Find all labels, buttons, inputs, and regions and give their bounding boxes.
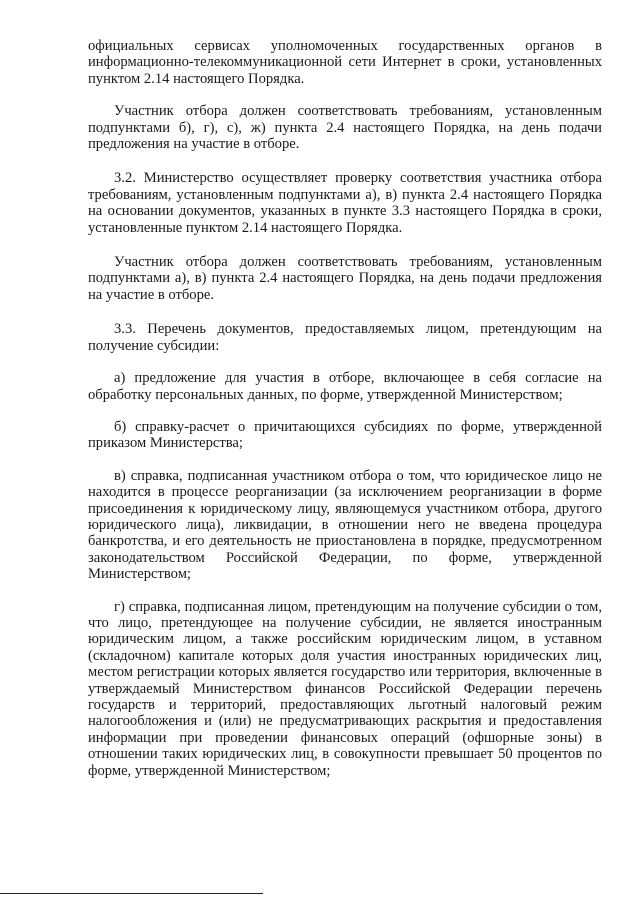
paragraph-requirements-2: Участник отбора должен соответствовать требованиям, установленным подпунктами а), в) пункта 2.4 настоящего Порядка, на день подачи предложения на участие в отборе.	[88, 254, 602, 303]
list-item-b: б) справку-расчет о причитающихся субсидиях по форме, утвержденной приказом Министерства;	[88, 418, 602, 452]
paragraph-3-2: 3.2. Министерство осуществляет проверку соответствия участника отбора требованиям, установленным подпунктами а), в) пункта 2.4 настоящего Порядка на основании документов, указанных в пункте 3.3 настоящего Порядка в сроки, установленные пунктом 2.14 настоящего Порядка.	[88, 170, 602, 236]
document-page	[88, 38, 602, 795]
list-item-g: г) справка, подписанная лицом, претендующим на получение субсидии о том, что лицо, претендующее на получение субсидии, не является иностранным юридическим лицом, а также российским юридическим лицом, в уставном (складочном) капитале которых доля участия иностранных юридических лиц, местом регистрации которых является государство или территория, включенные в утверждаемый Министерством финансов Российской Федерации перечень государств и территорий, предоставляющих льготный налоговый режим налогообложения и (или) не предусматривающих раскрытия и предоставления информации при проведении финансовых операций (офшорные зоны) в отношении таких юридических лиц, в совокупности превышает 50 процентов по форме, утвержденной Министерством;	[88, 598, 602, 779]
list-item-a: а) предложение для участия в отборе, включающее в себя согласие на обработку персональных данных, по форме, утвержденной Министерством;	[88, 370, 602, 403]
paragraph-requirements-1: Участник отбора должен соответствовать требованиям, установленным подпунктами б), г), с), ж) пункта 2.4 настоящего Порядка, на день подачи предложения на участие в отборе.	[88, 103, 602, 153]
paragraph-continuation: официальных сервисах уполномоченных государственных органов в информационно-телекоммуникационной сети Интернет в сроки, установленных пунктом 2.14 настоящего Порядка.	[88, 38, 602, 87]
paragraph-3-3: 3.3. Перечень документов, предоставляемых лицом, претендующим на получение субсидии:	[88, 321, 602, 354]
footnote-separator	[0, 893, 263, 894]
list-item-v: в) справка, подписанная участником отбора о том, что юридическое лицо не находится в процессе реорганизации (за исключением реорганизации в форме присоединения к юридическому лицу, являющемуся участником отбора, другого юридического лица), ликвидации, в отношении него не введена процедура банкротства, и его деятельность не приостановлена в порядке, предусмотренном законодательством Российской Федерации, по форме, утвержденной Министерством;	[88, 467, 602, 583]
